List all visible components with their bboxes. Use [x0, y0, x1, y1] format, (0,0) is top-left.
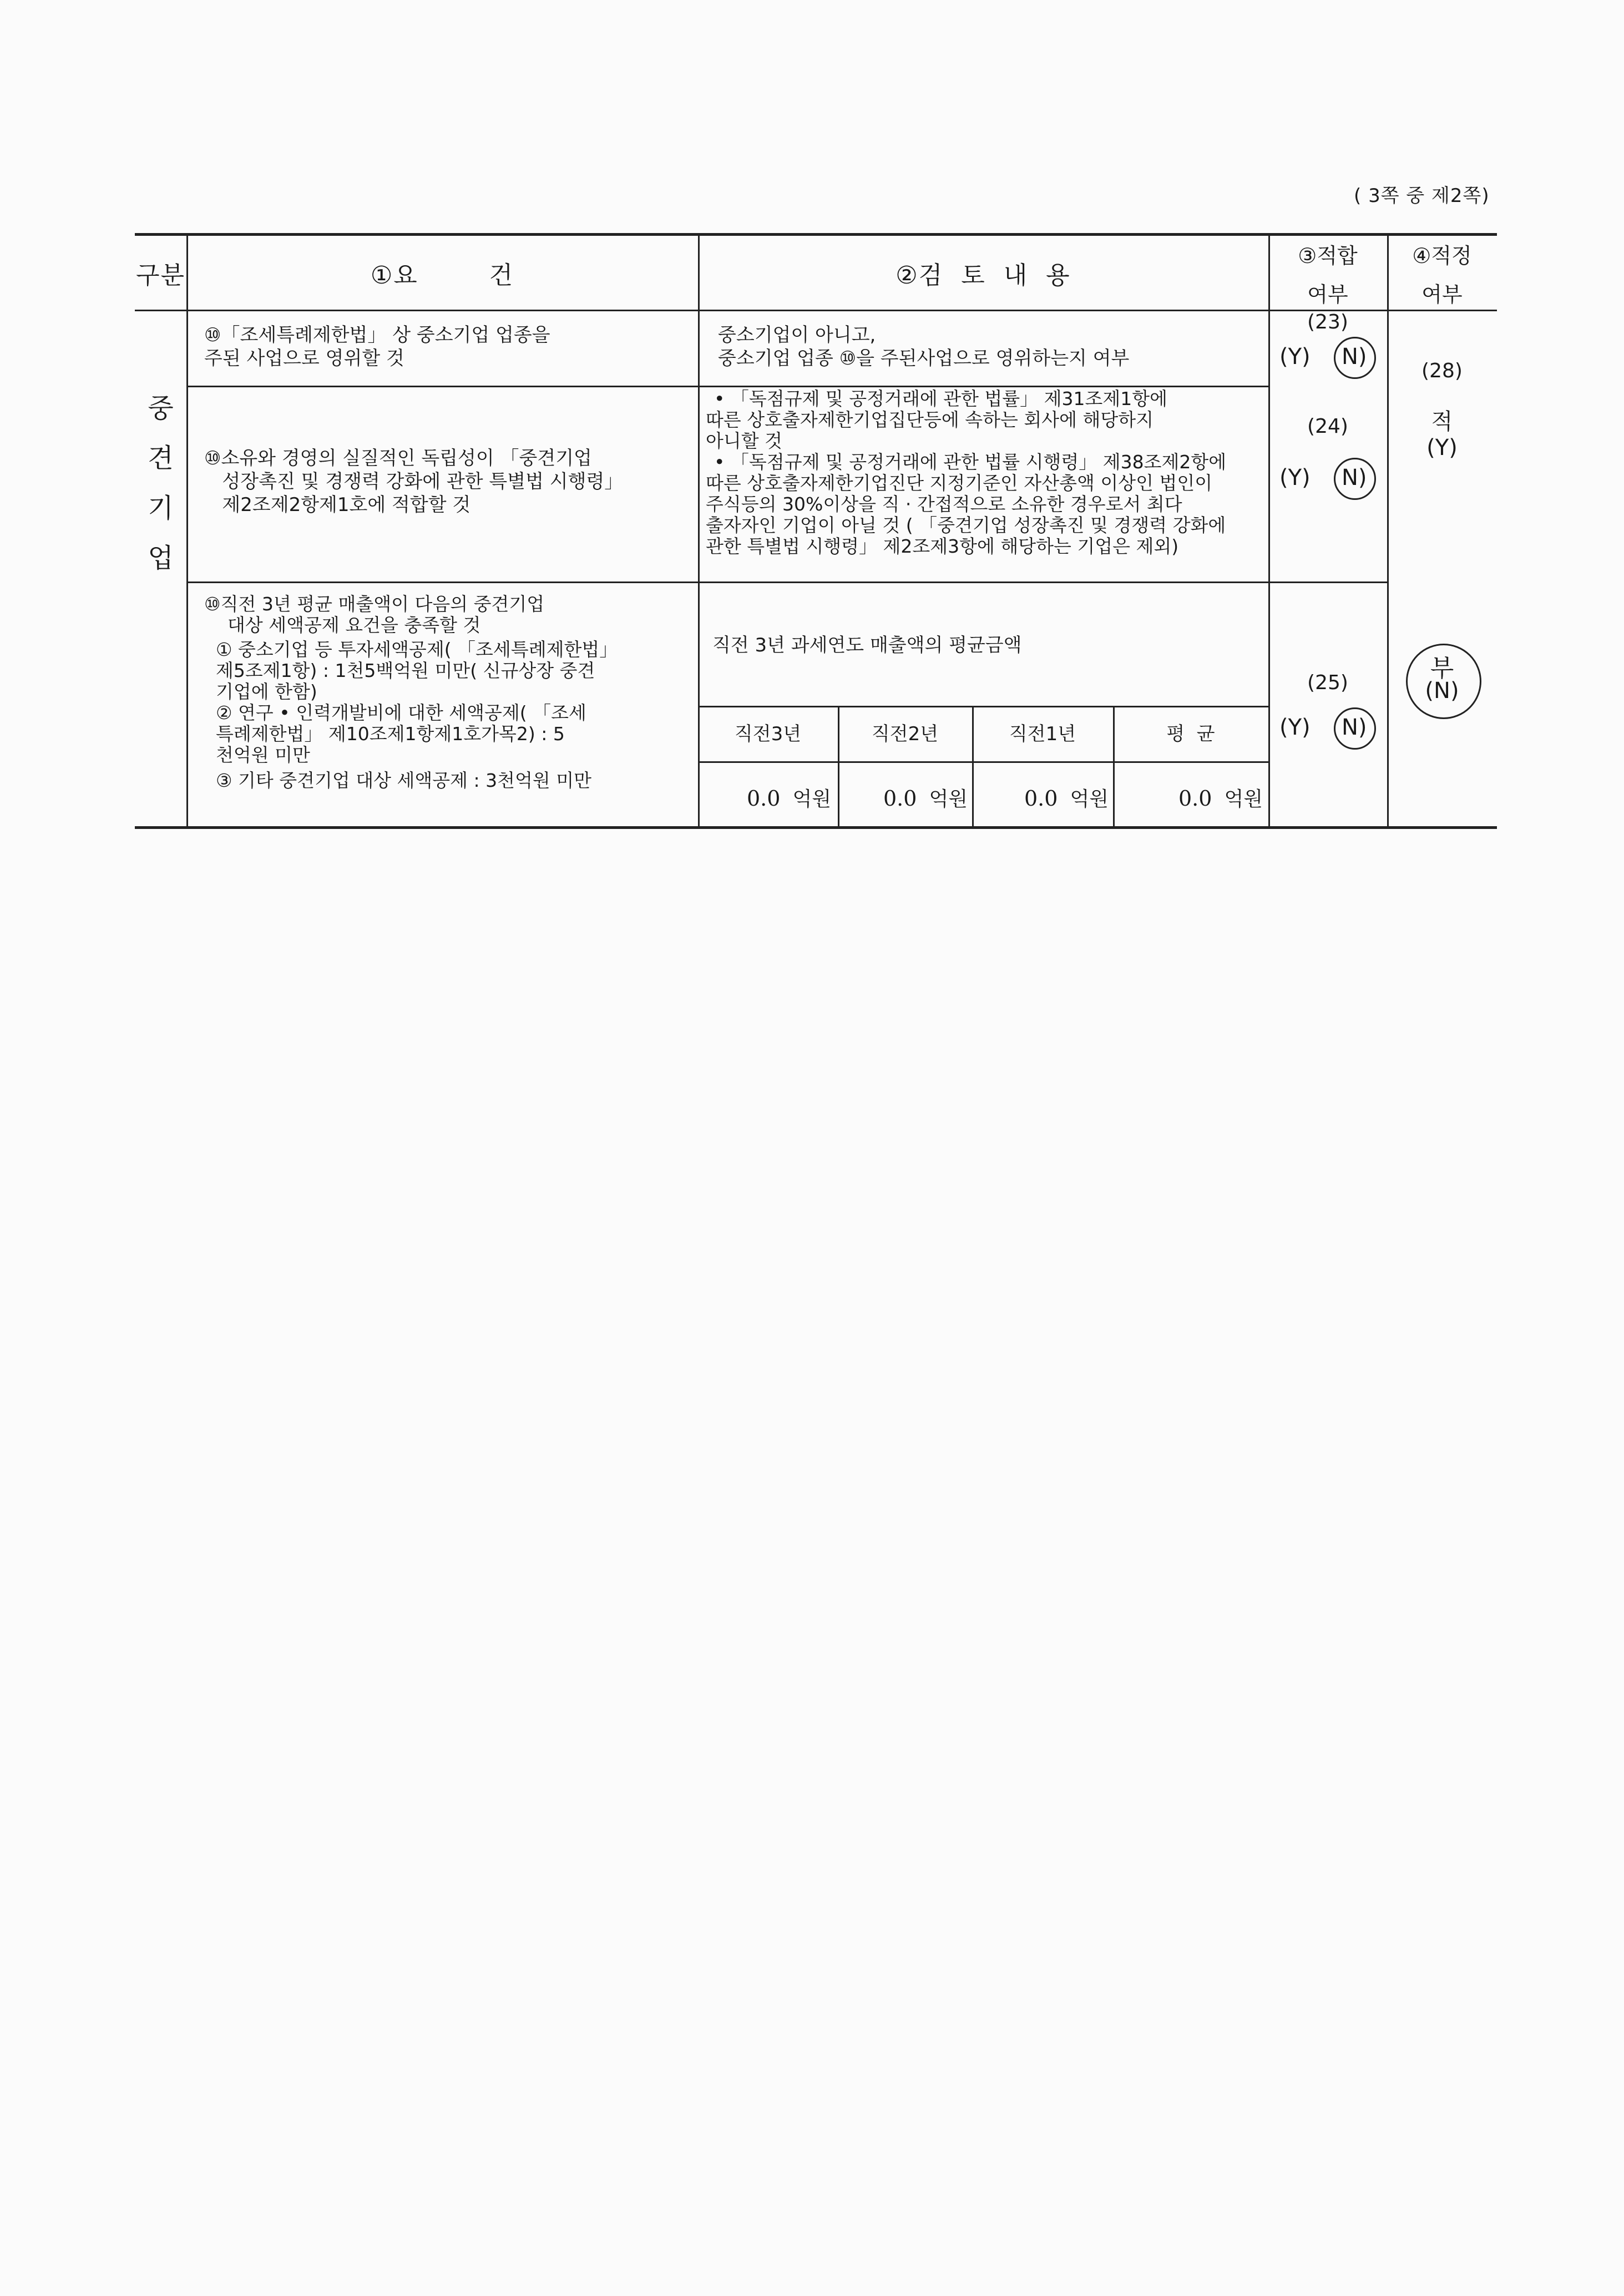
review-line: 중소기업 업종 ⑩을 주된사업으로 영위하는지 여부 — [718, 347, 1130, 370]
col-divider-4 — [1387, 233, 1389, 827]
review-line: 출자자인 기업이 아닐 것 ( 「중견기업 성장촉진 및 경쟁력 강화에 — [706, 514, 1226, 536]
final-no: 부 — [1430, 654, 1454, 682]
row1-requirement — [204, 323, 550, 370]
section-char: 견 — [148, 443, 174, 474]
review-line: 따른 상호출자제한기업진단 지정기준인 자산총액 이상인 법인이 — [706, 472, 1213, 494]
row2-yes: (Y) — [1279, 465, 1311, 490]
requirement-line: ③ 기타 중견기업 대상 세액공제 : 3천억원 미만 — [204, 770, 592, 791]
year-header: 평 균 — [1166, 723, 1215, 745]
header-fit1: ③적합 — [1298, 244, 1358, 268]
final-fit: 적 — [1431, 409, 1453, 434]
final-fit-y: (Y) — [1426, 435, 1458, 461]
requirement-line: 주된 사업으로 영위할 것 — [204, 347, 404, 370]
requirement-line: ⑩직전 3년 평균 매출액이 다음의 중견기업 — [204, 593, 545, 615]
row1-no: N) — [1342, 344, 1367, 370]
requirement-line: 제5조제1항) : 1천5백억원 미만( 신규상장 중견 — [204, 660, 595, 681]
header-fit2: ④적정 — [1412, 244, 1472, 268]
final-number: (28) — [1421, 360, 1463, 382]
amount-cell — [1113, 783, 1263, 812]
row3-requirement — [204, 594, 618, 791]
row1-review — [718, 323, 1129, 370]
header-review: ②검 토 내 용 — [896, 261, 1071, 290]
row1-bottom-border — [186, 386, 1268, 387]
amount-value: 0.0 — [1178, 786, 1212, 811]
requirement-line: ⑩「조세특례제한법」 상 중소기업 업종을 — [204, 324, 550, 346]
review-line: • 「독점규제 및 공정거래에 관한 법률 시행령」 제38조제2항에 — [702, 451, 1227, 473]
row2-review — [702, 388, 1226, 557]
amount-value: 0.0 — [883, 786, 917, 811]
avg-header-bottom — [698, 761, 1268, 763]
requirement-line: 제2조제2항제1호에 적합할 것 — [204, 494, 471, 516]
row3-review-title: 직전 3년 과세연도 매출액의 평균금액 — [712, 634, 1022, 656]
selected-circle-icon — [1334, 707, 1376, 750]
table-bottom-border — [135, 826, 1497, 829]
amount-value: 0.0 — [747, 786, 781, 811]
requirement-line: 대상 세액공제 요건을 충족할 것 — [204, 614, 481, 636]
requirement-line: ⑩소유와 경영의 실질적인 독립성이 「중견기업 — [204, 447, 592, 469]
review-line: 중소기업이 아니고, — [718, 324, 876, 346]
amount-cell — [972, 783, 1109, 812]
amount-value: 0.0 — [1024, 786, 1058, 811]
avg-header-top — [698, 706, 1268, 707]
final-no-n: (N) — [1425, 678, 1459, 704]
review-line: 아니할 것 — [706, 430, 783, 452]
section-char: 중 — [148, 393, 174, 424]
header-fit2b: 여부 — [1421, 282, 1463, 307]
selected-circle-icon — [1334, 458, 1376, 500]
year-header: 직전2년 — [871, 723, 939, 745]
row2-requirement — [204, 447, 623, 517]
requirement-line: 특례제한법」 제10조제1항제1호가목2) : 5 — [204, 723, 565, 745]
amount-unit: 억원 — [1070, 788, 1109, 811]
section-label — [135, 395, 186, 572]
row3-yes: (Y) — [1279, 715, 1311, 740]
section-char: 기 — [148, 493, 174, 524]
requirement-line: ① 중소기업 등 투자세액공제( 「조세특례제한법」 — [204, 639, 618, 660]
requirement-line: 기업에 한함) — [204, 681, 317, 702]
amount-unit: 억원 — [1224, 788, 1263, 811]
row3-no: N) — [1342, 715, 1367, 740]
review-line: 주식등의 30%이상을 직 · 간접적으로 소유한 경우로서 최다 — [706, 493, 1182, 515]
requirement-line: 천억원 미만 — [204, 744, 310, 766]
row1-yes: (Y) — [1279, 344, 1311, 370]
amount-cell — [698, 783, 831, 812]
col-divider-1 — [186, 233, 188, 827]
table-top-border — [135, 233, 1497, 236]
year-header: 직전3년 — [734, 723, 802, 745]
row3-number: (25) — [1307, 671, 1348, 694]
year-header: 직전1년 — [1009, 723, 1076, 745]
review-line: • 「독점규제 및 공정거래에 관한 법률」 제31조제1항에 — [702, 388, 1168, 409]
page-indicator: ( 3쪽 중 제2쪽) — [1354, 185, 1490, 207]
amount-cell — [838, 783, 968, 812]
row2-bottom-border — [186, 581, 1388, 583]
review-line: 관한 특별법 시행령」 제2조제3항에 해당하는 기업은 제외) — [706, 535, 1179, 557]
header-category: 구분 — [135, 261, 185, 290]
requirement-line: ② 연구 • 인력개발비에 대한 세액공제( 「조세 — [204, 702, 586, 724]
row2-no: N) — [1342, 465, 1367, 490]
amount-unit: 억원 — [792, 788, 831, 811]
requirement-line: 성장촉진 및 경쟁력 강화에 관한 특별법 시행령」 — [204, 471, 624, 493]
section-char: 업 — [148, 543, 174, 574]
row2-number: (24) — [1307, 415, 1348, 438]
header-fit1b: 여부 — [1307, 282, 1348, 307]
row1-number: (23) — [1307, 311, 1348, 333]
header-requirement: ①요 건 — [370, 261, 514, 290]
amount-unit: 억원 — [929, 788, 968, 811]
selected-circle-icon — [1334, 337, 1376, 379]
review-line: 따른 상호출자제한기업집단등에 속하는 회사에 해당하지 — [706, 409, 1154, 431]
